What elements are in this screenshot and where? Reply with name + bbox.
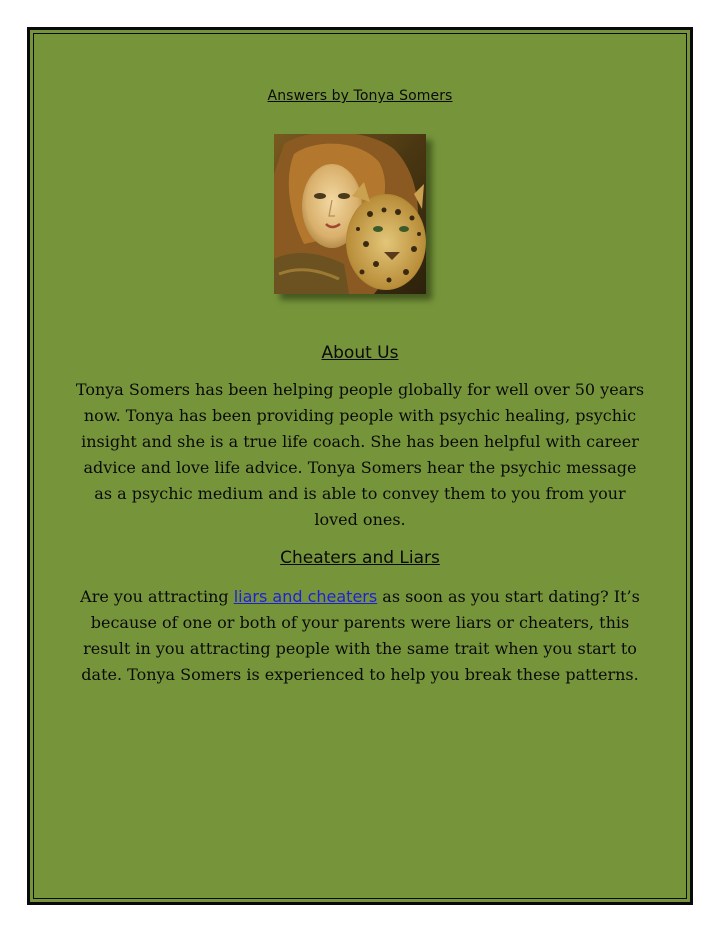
paragraph-text-after-link: as soon as you start dating? It’s because of one or both of your parents were liars or cheaters, this result in you attracting people with the same trait when you start to date. Tonya Somers is experienced to help you break these patterns. (81, 587, 640, 684)
about-us-paragraph: Tonya Somers has been helping people globally for well over 50 years now. Tonya has been providing people with psychic healing, psychic insight and she is a true life coach. She has been helpful with career advice and love life advice. Tonya Somers hear the psychic message as a psychic medium and is able to convey them to you from your loved ones. (75, 380, 645, 529)
liars-and-cheaters-link[interactable]: liars and cheaters (233, 587, 378, 606)
page-frame (27, 27, 693, 905)
document-content (30, 30, 690, 902)
cheaters-and-liars-heading: Cheaters and Liars (280, 548, 440, 568)
paragraph-text-before-link: Are you attracting (80, 587, 234, 606)
woman-and-leopard-portrait-icon (274, 134, 426, 294)
cheaters-and-liars-paragraph (75, 584, 645, 688)
about-us-heading: About Us (321, 343, 399, 363)
document-title: Answers by Tonya Somers (267, 88, 453, 104)
